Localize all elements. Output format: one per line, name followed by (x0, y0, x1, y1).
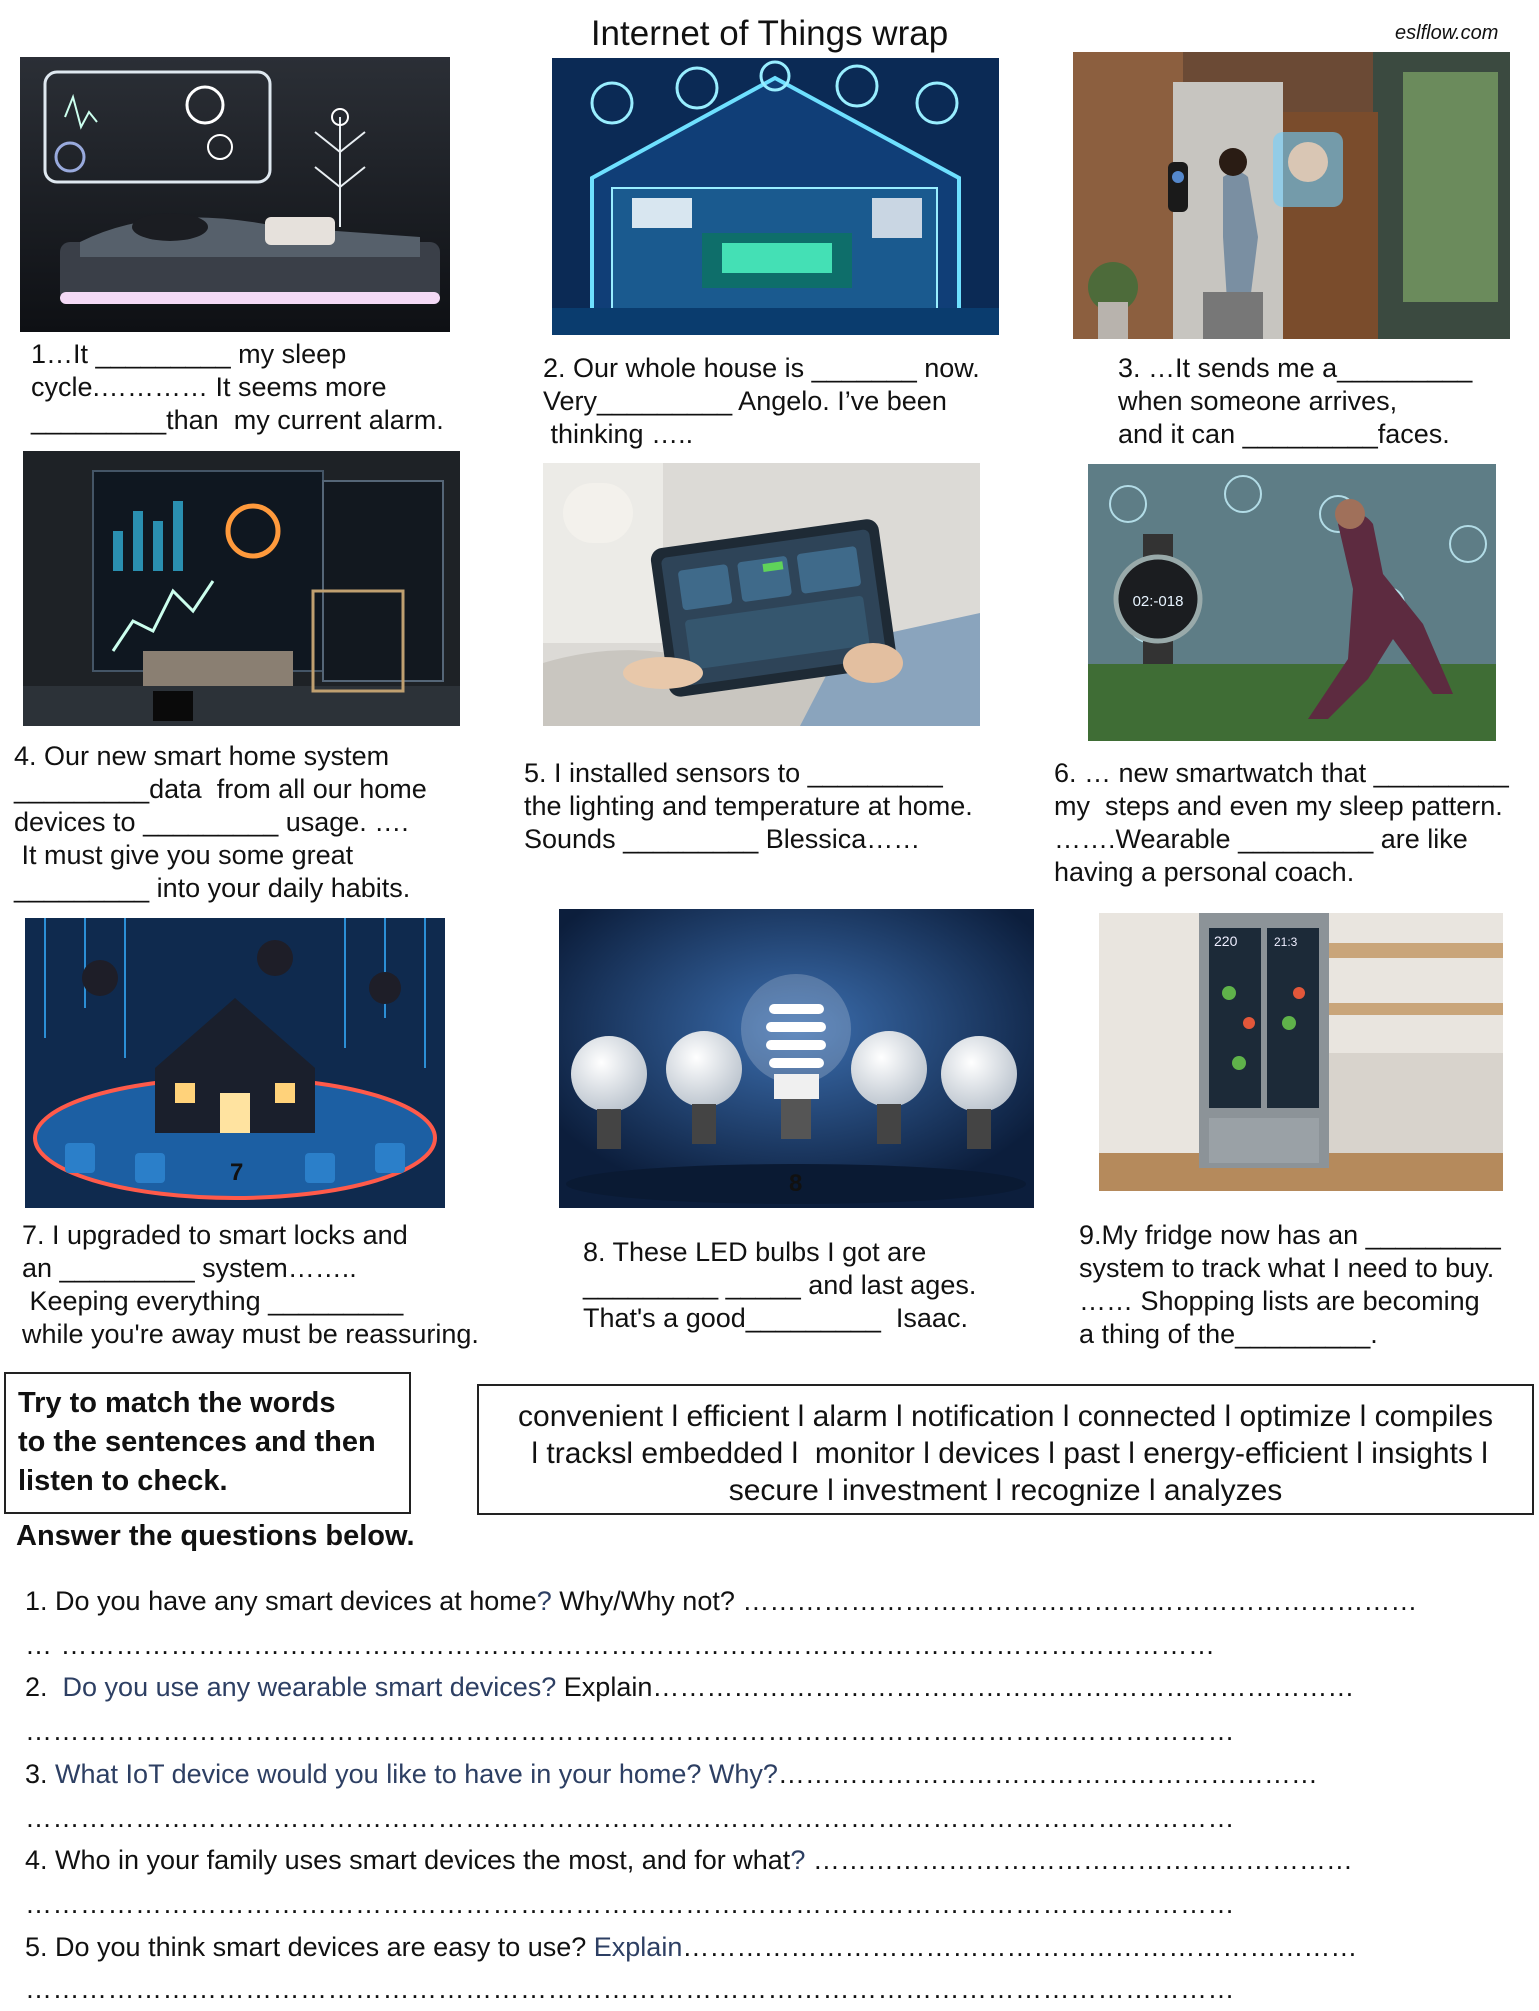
sentence-8: 8. These LED bulbs I got are _________ _____ and last ages. That's a good_________ Isaac. (583, 1237, 977, 1333)
answer-line-3: …………………………………………………………………………………………………………………… (25, 1803, 1235, 1833)
led-bulbs-photo (559, 909, 1034, 1208)
question-5: 5. Do you think smart devices are easy to use? Explain………………………………………………………………… (25, 1932, 1358, 1962)
site-name: eslflow.com (1395, 22, 1499, 44)
sentence-5: 5. I installed sensors to _________ the lighting and temperature at home. Sounds _________ Blessica…… (524, 758, 973, 854)
smart-doorbell-photo (1073, 52, 1510, 339)
word-bank-box: convenient l efficient l alarm l notification l connected l optimize l compiles l tracksl embedded l monitor l devices l past l energy-efficient l insights l secure l investment l recognize l analyzes (477, 1384, 1534, 1515)
sentence-9: 9.My fridge now has an _________ system to track what I need to buy. …… Shopping lists are becoming a thing of the_________. (1079, 1220, 1501, 1349)
answers-heading: Answer the questions below. (16, 1520, 415, 1552)
sentence-1: 1…It _________ my sleep cycle.………… It seems more _________than my current alarm. (31, 339, 444, 435)
image-number-8: 8 (789, 1170, 803, 1197)
answer-line-1: … ……………………………………………………………………………………………………………… (25, 1630, 1216, 1660)
answer-line-5: …………………………………………………………………………………………………………………… (25, 1974, 1235, 2004)
question-1: 1. Do you have any smart devices at home? Why/Why not? ………………………………………………………………… (25, 1586, 1418, 1616)
smart-locks-photo (25, 918, 445, 1208)
answer-line-2: …………………………………………………………………………………………………………………… (25, 1716, 1235, 1746)
smart-home-dashboard-photo (23, 451, 460, 726)
smart-bed-photo (20, 57, 450, 332)
sentence-6: 6. … new smartwatch that _________ my steps and even my sleep pattern. …….Wearable _________ are like having a personal coach. (1054, 758, 1509, 887)
connected-house-photo (552, 58, 999, 335)
fridge-display-left: 220 (1214, 933, 1238, 949)
sentence-2: 2. Our whole house is _______ now. Very_________ Angelo. I’ve been thinking ….. (543, 353, 980, 449)
answer-line-4: …………………………………………………………………………………………………………………… (25, 1889, 1235, 1919)
question-4: 4. Who in your family uses smart devices the most, and for what? …………………………………………………… (25, 1845, 1353, 1875)
image-number-7: 7 (230, 1159, 244, 1186)
tablet-control-photo (543, 463, 980, 726)
page-title: Internet of Things wrap (590, 14, 949, 53)
instruction-box: Try to match the words to the sentences and then listen to check. (4, 1372, 411, 1514)
smart-fridge-photo (1099, 913, 1503, 1191)
sentence-7: 7. I upgraded to smart locks and an _________ system…….. Keeping everything _________ while you're away must be reassuring. (22, 1220, 479, 1349)
watch-time: 02:-018 (1132, 593, 1184, 610)
fridge-display-right: 21:3 (1274, 935, 1298, 949)
question-3: 3. What IoT device would you like to have in your home? Why?…………………………………………………… (25, 1759, 1318, 1789)
sentence-3: 3. …It sends me a_________ when someone arrives, and it can _________faces. (1118, 353, 1473, 449)
sentence-4: 4. Our new smart home system _________data from all our home devices to _________ usage. …. It must give you some great _________ into your daily habits. (14, 741, 427, 903)
smartwatch-runner-photo (1088, 464, 1496, 741)
question-2: 2. Do you use any wearable smart devices? Explain…………………………………………………………………… (25, 1672, 1355, 1702)
